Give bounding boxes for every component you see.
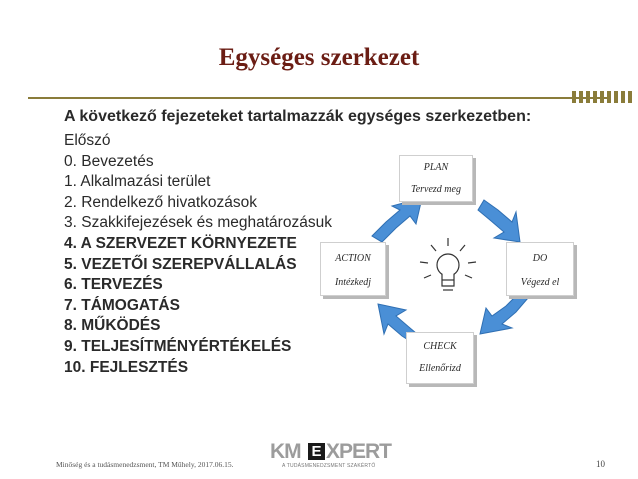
list-item: 6. TERVEZÉS	[64, 276, 163, 294]
action-label: ACTION	[335, 253, 371, 264]
list-item: 5. VEZETŐI SZEREPVÁLLALÁS	[64, 255, 297, 273]
list-item: 9. TELJESÍTMÉNYÉRTÉKELÉS	[64, 337, 292, 355]
list-item: 2. Rendelkező hivatkozások	[64, 193, 258, 211]
pdca-plan-box	[399, 155, 473, 202]
title-divider	[28, 97, 611, 99]
do-label: DO	[532, 253, 548, 264]
list-item: Előszó	[64, 132, 111, 149]
list-item: 4. A SZERVEZET KÖRNYEZETE	[64, 234, 297, 252]
footer-text: Minőség és a tudásmenedzsment, TM Műhely, 2017.06.15.	[56, 460, 234, 469]
logo-km: KM	[270, 440, 301, 463]
pdca-action-box	[320, 242, 386, 296]
list-item: 1. Alkalmazási terület	[64, 173, 211, 191]
kmexpert-logo	[270, 440, 400, 470]
list-item: 7. TÁMOGATÁS	[64, 296, 180, 314]
chapter-list	[64, 131, 332, 378]
list-item: 0. Bevezetés	[64, 152, 154, 170]
content-subheading: A következő fejezeteket tartalmazzák egységes szerkezetben:	[64, 108, 532, 125]
logo-xpert: XPERT	[326, 440, 392, 463]
check-label: CHECK	[423, 341, 457, 352]
list-item: 8. MŰKÖDÉS	[64, 317, 161, 335]
arrow-do-to-check	[480, 294, 528, 334]
page-number: 10	[596, 459, 605, 469]
list-item: 3. Szakkifejezések és meghatározásuk	[64, 214, 332, 232]
pdca-check-box	[406, 332, 474, 384]
slide-title: Egységes szerkezet	[218, 44, 420, 71]
action-sublabel: Intézkedj	[334, 277, 372, 288]
arrow-action-to-plan	[372, 198, 422, 242]
plan-sublabel: Tervezd meg	[411, 184, 461, 195]
pdca-do-box	[506, 242, 574, 296]
lightbulb-icon	[420, 238, 476, 290]
list-item: 10. FEJLESZTÉS	[64, 358, 189, 376]
arrow-plan-to-do	[478, 200, 520, 242]
check-sublabel: Ellenőrizd	[419, 363, 461, 374]
do-sublabel: Végezd el	[520, 277, 560, 288]
divider-ticks	[572, 91, 632, 103]
logo-tagline: A TUDÁSMENEDZSMENT SZAKÉRTŐ	[282, 463, 376, 469]
plan-label: PLAN	[423, 162, 449, 173]
logo-e: E	[308, 443, 325, 460]
